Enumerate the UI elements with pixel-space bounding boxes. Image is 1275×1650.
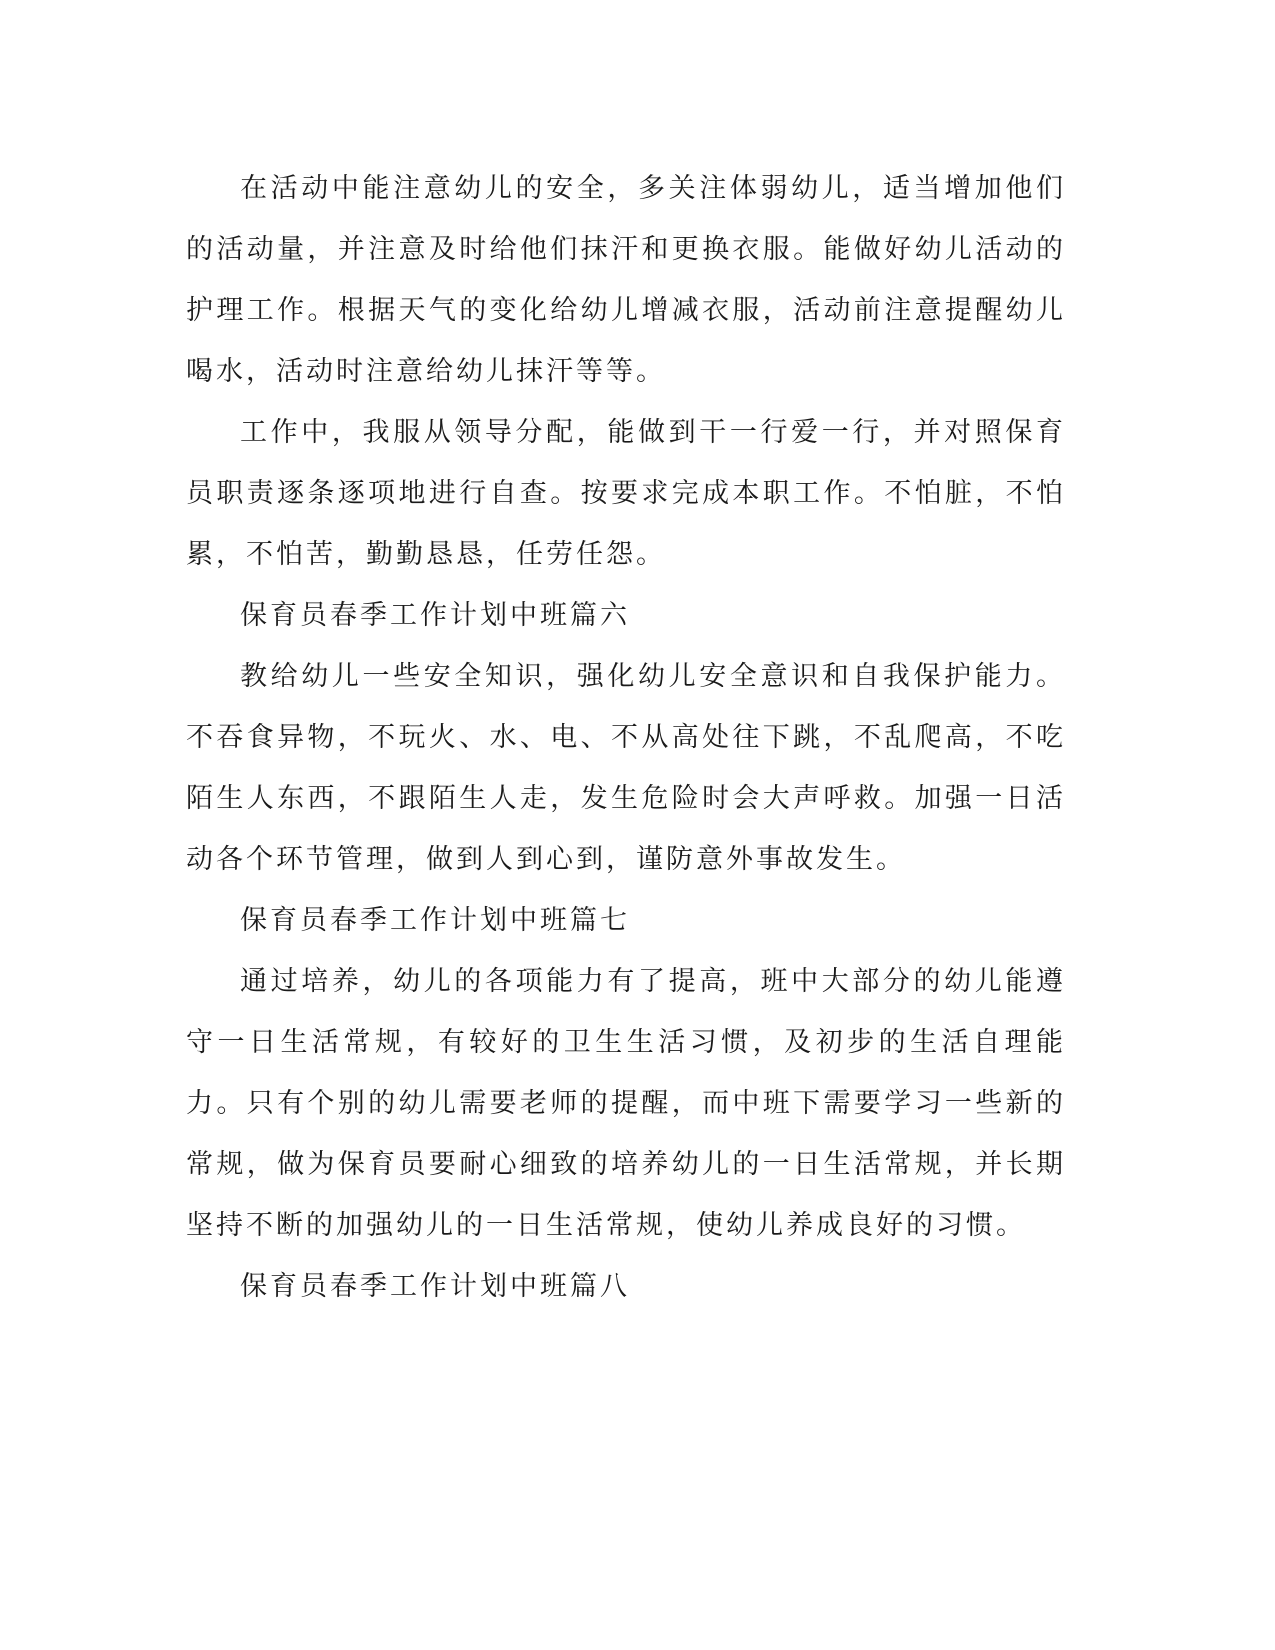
paragraph: 在活动中能注意幼儿的安全，多关注体弱幼儿，适当增加他们的活动量，并注意及时给他们抹汗和更换衣服。能做好幼儿活动的护理工作。根据天气的变化给幼儿增减衣服，活动前注意提醒幼儿喝水，活动时注意给幼儿抹汗等等。 <box>186 173 1066 387</box>
paragraph: 通过培养，幼儿的各项能力有了提高，班中大部分的幼儿能遵守一日生活常规，有较好的卫生生活习惯，及初步的生活自理能力。只有个别的幼儿需要老师的提醒，而中班下需要学习一些新的常规，做为保育员要耐心细致的培养幼儿的一日生活常规，并长期坚持不断的加强幼儿的一日生活常规，使幼儿养成良好的习惯。 <box>186 966 1066 1241</box>
section-heading: 保育员春季工作计划中班篇八 <box>240 1271 630 1302</box>
paragraph: 教给幼儿一些安全知识，强化幼儿安全意识和自我保护能力。不吞食异物，不玩火、水、电、不从高处往下跳，不乱爬高，不吃陌生人东西，不跟陌生人走，发生危险时会大声呼救。加强一日活动各个环节管理，做到人到心到，谨防意外事故发生。 <box>186 661 1066 875</box>
paragraph: 工作中，我服从领导分配，能做到干一行爱一行，并对照保育员职责逐条逐项地进行自查。按要求完成本职工作。不怕脏，不怕累，不怕苦，勤勤恳恳，任劳任怨。 <box>186 417 1066 570</box>
document-body <box>186 158 1066 1317</box>
section-heading: 保育员春季工作计划中班篇七 <box>240 905 630 936</box>
section-heading: 保育员春季工作计划中班篇六 <box>240 600 630 631</box>
